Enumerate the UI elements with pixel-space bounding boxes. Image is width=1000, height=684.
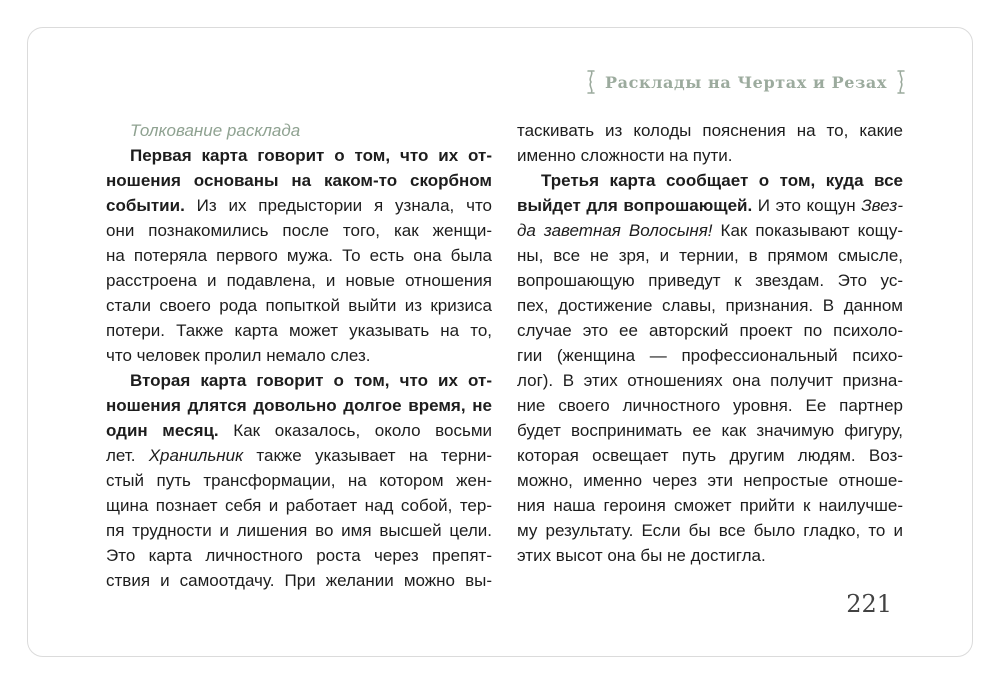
text-run: да заветная Волосыня! [517, 221, 713, 240]
text-run: ношения основаны на каком-то скорбном [106, 171, 492, 190]
text-run: Первая карта говорит о том, что их от- [130, 146, 492, 165]
text-line [106, 393, 492, 418]
text-run: также указывает на терни- [243, 446, 492, 465]
text-line [106, 143, 492, 168]
text-run: Это карта личностного роста через препят- [106, 546, 492, 565]
text-run: ны, все не зря, и тернии, в прямом смысле, [517, 246, 903, 265]
text-line [517, 243, 903, 268]
text-line [106, 193, 492, 218]
text-run: Как показывают кощу- [712, 221, 903, 240]
page-number: 221 [846, 590, 892, 618]
text-line [517, 518, 903, 543]
text-line [106, 443, 492, 468]
text-run: Звез- [861, 196, 903, 215]
text-run: И это кощун [752, 196, 862, 215]
text-line [517, 118, 903, 143]
text-line [517, 468, 903, 493]
text-line [517, 543, 903, 568]
text-line [517, 193, 903, 218]
header-title-text: Расклады на Чертах и Резах [605, 72, 887, 92]
text-line [517, 143, 903, 168]
text-line [106, 343, 492, 368]
header-ornament-right-icon [896, 70, 906, 94]
text-line [517, 293, 903, 318]
text-run: ние своего личностного уровня. Ее партнер [517, 396, 903, 415]
text-line [106, 493, 492, 518]
text-line [106, 168, 492, 193]
text-line [517, 318, 903, 343]
text-run: этих высот она бы не достигла. [517, 546, 766, 565]
text-line [106, 293, 492, 318]
text-line [106, 368, 492, 393]
text-line [517, 218, 903, 243]
text-line [106, 268, 492, 293]
text-column-left [106, 118, 492, 593]
text-run: ствия и самоотдачу. При желании можно вы- [106, 571, 492, 590]
text-line [106, 418, 492, 443]
text-line [106, 218, 492, 243]
text-run: му результату. Если бы все было гладко, то и [517, 521, 903, 540]
text-line [106, 518, 492, 543]
text-line [106, 243, 492, 268]
text-run: Хранильник [148, 446, 244, 465]
text-line [517, 393, 903, 418]
text-run: расстроена и подавлена, и новые отношения [106, 271, 492, 290]
text-run: вопрошающую приведут к звездам. Это ус- [517, 271, 903, 290]
text-run: Вторая карта говорит о том, что их от- [130, 371, 492, 390]
text-run: лет. [106, 446, 149, 465]
text-run: которая освещает путь другим людям. Воз- [517, 446, 903, 465]
text-run: гии (женщина — профессиональный психо- [517, 346, 903, 365]
text-line [517, 268, 903, 293]
text-run: лог). В этих отношениях она получит призна- [517, 371, 903, 390]
header-ornament-left-icon [586, 70, 596, 94]
text-run: Как оказалось, около восьми [218, 421, 492, 440]
text-line [517, 168, 903, 193]
running-header [586, 70, 906, 94]
text-run: щина познает себя и работает над собой, тер- [106, 496, 492, 515]
text-run: можно, именно через эти непростые отноше- [517, 471, 903, 490]
text-run: на потеряла первого мужа. То есть она была [106, 246, 492, 265]
text-run: потери. Также карта может указывать на то, [106, 321, 492, 340]
text-line [106, 568, 492, 593]
text-line [517, 343, 903, 368]
text-run: Из их предыстории я узнала, что [184, 196, 492, 215]
text-run: именно сложности на пути. [517, 146, 733, 165]
text-run: пех, достижение славы, признания. В данном [517, 296, 903, 315]
text-run: что человек пролил немало слез. [106, 346, 371, 365]
text-line [106, 318, 492, 343]
text-run: будет воспринимать ее как значимую фигуру, [517, 421, 903, 440]
section-heading: Толкование расклада [130, 121, 301, 140]
text-run: стали своего рода попыткой выйти из кризиса [106, 296, 492, 315]
text-line [106, 468, 492, 493]
text-run: пя трудности и лишения во имя высшей цели. [106, 521, 492, 540]
text-run: случае это ее авторский проект по психоло- [517, 321, 903, 340]
text-line [517, 418, 903, 443]
text-line [517, 493, 903, 518]
text-run: ния наша героиня сможет прийти к наилучше- [517, 496, 903, 515]
text-run: они познакомились после того, как женщи- [106, 221, 492, 240]
text-run: событии. [106, 196, 185, 215]
text-run: таскивать из колоды пояснения на то, какие [517, 121, 903, 140]
text-line [517, 443, 903, 468]
text-line [106, 543, 492, 568]
text-column-right [517, 118, 903, 568]
text-line [517, 368, 903, 393]
text-run: выйдет для вопрошающей. [517, 196, 753, 215]
text-run: стый путь трансформации, на котором жен- [106, 471, 492, 490]
text-run: Третья карта сообщает о том, куда все [541, 171, 903, 190]
text-run: один месяц. [106, 421, 219, 440]
text-run: ношения длятся довольно долгое время, не [106, 396, 492, 415]
